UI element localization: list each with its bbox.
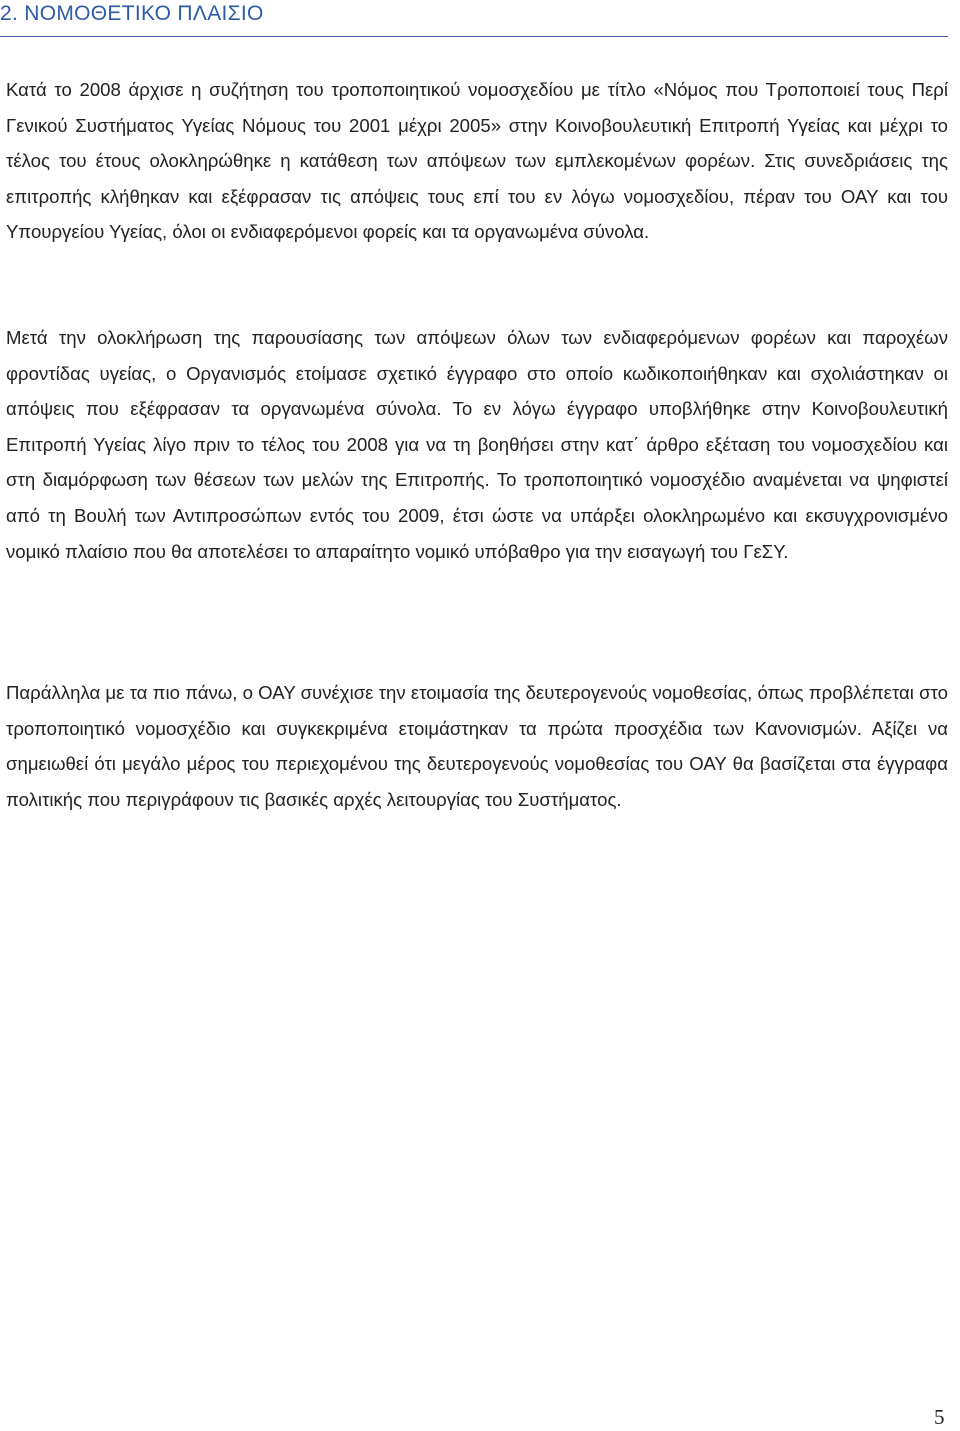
section-heading [0, 0, 948, 37]
page-number: 5 [934, 1405, 945, 1429]
paragraph-1: Κατά το 2008 άρχισε η συζήτηση του τροποποιητικού νομοσχεδίου με τίτλο «Νόμος που Τροποποιεί τους Περί Γενικού Συστήματος Υγείας Νόμους του 2001 μέχρι 2005» στην Κοινοβουλευτική Επιτροπή Υγείας και μέχρι το τέλος του έτους ολοκληρώθηκε η κατάθεση των απόψεων των εμπλεκομένων φορέων. Στις συνεδριάσεις της επιτροπής κλήθηκαν και εξέφρασαν τις απόψεις τους επί του εν λόγω νομοσχεδίου, πέραν του ΟΑΥ και του Υπουργείου Υγείας, όλοι οι ενδιαφερόμενοι φορείς και τα οργανωμένα σύνολα. [6, 79, 948, 243]
paragraph-3: Παράλληλα με τα πιο πάνω, ο ΟΑΥ συνέχισε την ετοιμασία της δευτερογενούς νομοθεσίας, όπως προβλέπεται στο τροποποιητικό νομοσχέδιο και συγκεκριμένα ετοιμάστηκαν τα πρώτα προσχέδια των Κανονισμών. Αξίζει να σημειωθεί ότι μεγάλο μέρος του περιεχομένου της δευτερογενούς νομοθεσίας του ΟΑΥ θα βασίζεται στα έγγραφα πολιτικής που περιγράφουν τις βασικές αρχές λειτουργίας του Συστήματος. [6, 682, 948, 810]
section-title: 2. ΝΟΜΟΘΕΤΙΚΟ ΠΛΑΙΣΙΟ [0, 2, 264, 25]
paragraph-2: Μετά την ολοκλήρωση της παρουσίασης των απόψεων όλων των ενδιαφερόμενων φορέων και παροχέων φροντίδας υγείας, ο Οργανισμός ετοίμασε σχετικό έγγραφο στο οποίο κωδικοποιήθηκαν και σχολιάστηκαν οι απόψεις που εξέφρασαν τα οργανωμένα σύνολα. Το εν λόγω έγγραφο υποβλήθηκε στην Κοινοβουλευτική Επιτροπή Υγείας λίγο πριν το τέλος του 2008 για να τη βοηθήσει στην κατ΄ άρθρο εξέταση του νομοσχεδίου και στη διαμόρφωση των θέσεων των μελών της Επιτροπής. Το τροποποιητικό νομοσχέδιο αναμένεται να ψηφιστεί από τη Βουλή των Αντιπροσώπων εντός του 2009, έτσι ώστε να υπάρξει ολοκληρωμένο και εκσυγχρονισμένο νομικό πλαίσιο που θα αποτελέσει το απαραίτητο νομικό υπόβαθρο για την εισαγωγή του ΓεΣΥ. [6, 327, 948, 562]
